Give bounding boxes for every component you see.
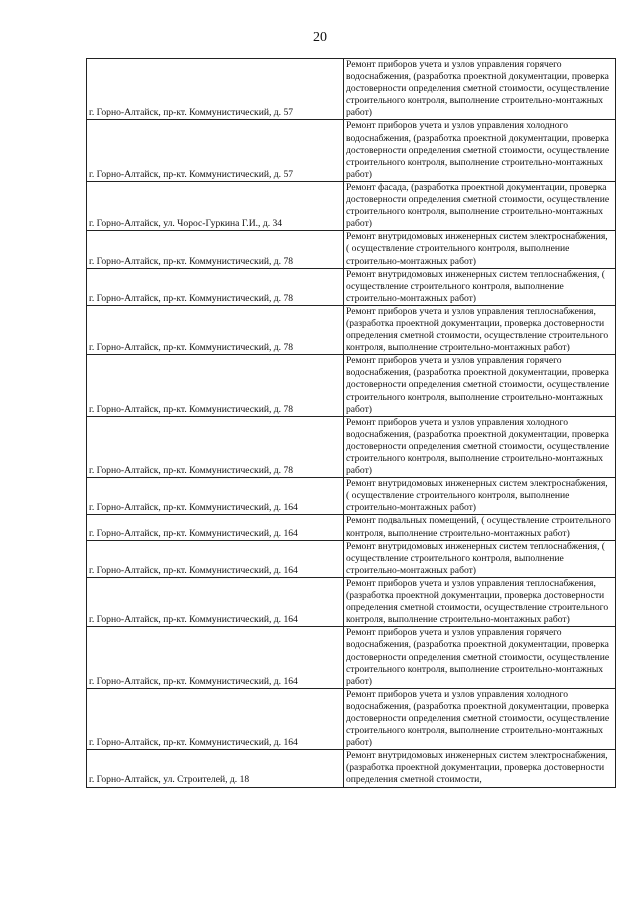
work-description-cell: Ремонт внутридомовых инженерных систем электроснабжения, ( осуществление строительного контроля, выполнение строительно-монтажных работ) [344, 478, 616, 515]
table-row [87, 750, 616, 787]
work-description-cell: Ремонт подвальных помещений, ( осуществление строительного контроля, выполнение строительно-монтажных работ) [344, 515, 616, 540]
address-cell: г. Горно-Алтайск, пр-кт. Коммунистический, д. 164 [87, 540, 344, 577]
table-row [87, 268, 616, 305]
table-row [87, 577, 616, 626]
table-row [87, 627, 616, 688]
work-description-cell: Ремонт приборов учета и узлов управления горячего водоснабжения, (разработка проектной документации, проверка достоверности определения сметной стоимости, осуществление строительного контроля, выполнение строительно-монтажных работ) [344, 355, 616, 416]
table-row [87, 355, 616, 416]
table-row [87, 688, 616, 749]
works-table-body [87, 59, 616, 788]
address-cell: г. Горно-Алтайск, пр-кт. Коммунистический, д. 78 [87, 231, 344, 268]
address-cell: г. Горно-Алтайск, пр-кт. Коммунистический, д. 164 [87, 577, 344, 626]
address-cell: г. Горно-Алтайск, пр-кт. Коммунистический, д. 164 [87, 515, 344, 540]
work-description-cell: Ремонт приборов учета и узлов управления холодного водоснабжения, (разработка проектной документации, проверка достоверности определения сметной стоимости, осуществление строительного контроля, выполнение строительно-монтажных работ) [344, 416, 616, 477]
table-row [87, 416, 616, 477]
table-row [87, 231, 616, 268]
address-cell: г. Горно-Алтайск, пр-кт. Коммунистический, д. 78 [87, 268, 344, 305]
address-cell: г. Горно-Алтайск, пр-кт. Коммунистический, д. 78 [87, 416, 344, 477]
table-row [87, 305, 616, 354]
table-row [87, 540, 616, 577]
table-row [87, 59, 616, 120]
work-description-cell: Ремонт внутридомовых инженерных систем теплоснабжения, ( осуществление строительного контроля, выполнение строительно-монтажных работ) [344, 268, 616, 305]
work-description-cell: Ремонт приборов учета и узлов управления холодного водоснабжения, (разработка проектной документации, проверка достоверности определения сметной стоимости, осуществление строительного контроля, выполнение строительно-монтажных работ) [344, 688, 616, 749]
table-row [87, 478, 616, 515]
work-description-cell: Ремонт внутридомовых инженерных систем электроснабжения, (разработка проектной документации, проверка достоверности определения сметной стоимости, [344, 750, 616, 787]
table-row [87, 120, 616, 181]
address-cell: г. Горно-Алтайск, ул. Чорос-Гуркина Г.И., д. 34 [87, 181, 344, 230]
table-row [87, 181, 616, 230]
work-description-cell: Ремонт приборов учета и узлов управления холодного водоснабжения, (разработка проектной документации, проверка достоверности определения сметной стоимости, осуществление строительного контроля, выполнение строительно-монтажных работ) [344, 120, 616, 181]
address-cell: г. Горно-Алтайск, пр-кт. Коммунистический, д. 164 [87, 688, 344, 749]
work-description-cell: Ремонт приборов учета и узлов управления горячего водоснабжения, (разработка проектной документации, проверка достоверности определения сметной стоимости, осуществление строительного контроля, выполнение строительно-монтажных работ) [344, 59, 616, 120]
address-cell: г. Горно-Алтайск, пр-кт. Коммунистический, д. 164 [87, 627, 344, 688]
address-cell: г. Горно-Алтайск, пр-кт. Коммунистический, д. 57 [87, 120, 344, 181]
table-row [87, 515, 616, 540]
work-description-cell: Ремонт приборов учета и узлов управления теплоснабжения, (разработка проектной документации, проверка достоверности определения сметной стоимости, осуществление строительного контроля, выполнение строительно-монтажных работ) [344, 305, 616, 354]
works-table [86, 58, 616, 788]
address-cell: г. Горно-Алтайск, ул. Строителей, д. 18 [87, 750, 344, 787]
page-number: 20 [313, 30, 327, 45]
work-description-cell: Ремонт внутридомовых инженерных систем теплоснабжения, ( осуществление строительного контроля, выполнение строительно-монтажных работ) [344, 540, 616, 577]
address-cell: г. Горно-Алтайск, пр-кт. Коммунистический, д. 57 [87, 59, 344, 120]
work-description-cell: Ремонт приборов учета и узлов управления горячего водоснабжения, (разработка проектной документации, проверка достоверности определения сметной стоимости, осуществление строительного контроля, выполнение строительно-монтажных работ) [344, 627, 616, 688]
work-description-cell: Ремонт приборов учета и узлов управления теплоснабжения, (разработка проектной документации, проверка достоверности определения сметной стоимости, осуществление строительного контроля, выполнение строительно-монтажных работ) [344, 577, 616, 626]
work-description-cell: Ремонт фасада, (разработка проектной документации, проверка достоверности определения сметной стоимости, осуществление строительного контроля, выполнение строительно-монтажных работ) [344, 181, 616, 230]
address-cell: г. Горно-Алтайск, пр-кт. Коммунистический, д. 78 [87, 355, 344, 416]
work-description-cell: Ремонт внутридомовых инженерных систем электроснабжения, ( осуществление строительного контроля, выполнение строительно-монтажных работ) [344, 231, 616, 268]
address-cell: г. Горно-Алтайск, пр-кт. Коммунистический, д. 78 [87, 305, 344, 354]
address-cell: г. Горно-Алтайск, пр-кт. Коммунистический, д. 164 [87, 478, 344, 515]
